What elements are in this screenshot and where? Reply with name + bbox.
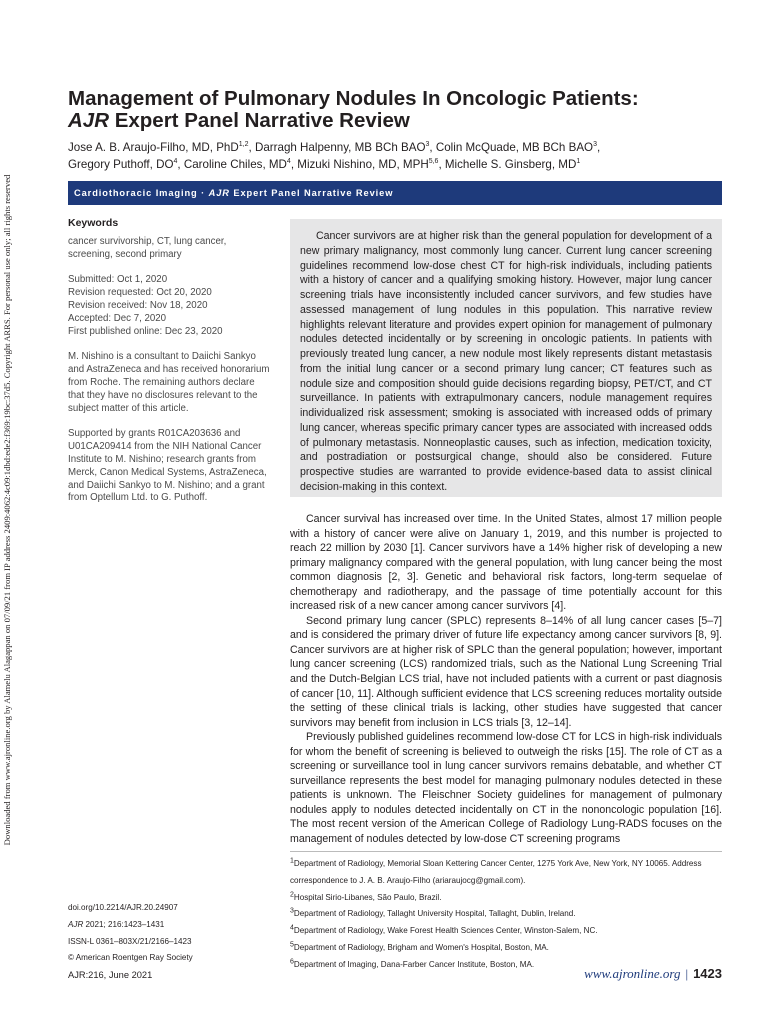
author: Colin McQuade, MB BCh BAO$^3$, — [435, 141, 601, 154]
download-watermark — [0, 90, 14, 930]
disclosure-statement: M. Nishino is a consultant to Daiichi Sankyo and AstraZeneca and has received honorarium from Roche. The remaining authors declare that they have no disclosures relevant to the subject matter of this article. — [68, 351, 270, 414]
date-published-online: First published online: Dec 23, 2020 — [68, 325, 223, 337]
body-text — [290, 512, 722, 847]
keywords-list: cancer survivorship, CT, lung cancer, screening, second primary — [68, 235, 227, 260]
doi-link[interactable]: doi.org/10.2214/AJR.20.24907 — [68, 903, 178, 912]
date-revision-requested: Revision requested: Oct 20, 2020 — [68, 287, 212, 299]
affiliation: $^1$Department of Radiology, Memorial Sloan Kettering Cancer Center, 1275 York Ave, New York, NY 10065. Address — [290, 857, 702, 868]
abstract-box — [290, 219, 722, 497]
article-sidebar — [68, 217, 273, 505]
publication-info — [68, 900, 283, 967]
author: Michelle S. Ginsberg, $MD^1$ — [444, 158, 581, 171]
citation: AJR 2021; 216:1423–1431 — [68, 919, 165, 929]
affiliation: $^2$Hospital Sirio-Libanes, São Paulo, Brazil. — [290, 890, 442, 902]
keywords-heading: Keywords — [68, 217, 119, 229]
author: Mizuki Nishino, MD, MPH$^{5,6}$, — [297, 158, 445, 171]
affiliation: $^4$Department of Radiology, Wake Forest Health Sciences Center, Winston-Salem, NC. — [290, 924, 598, 936]
page-number: 1423 — [693, 966, 722, 981]
author: Caroline Chiles, $MD^4$, — [183, 158, 298, 171]
page-footer — [584, 966, 722, 982]
title-journal-abbr: AJR — [68, 109, 110, 132]
footer-separator: | — [685, 966, 689, 981]
body-paragraph: Previously published guidelines recommend low-dose CT for LCS in high-risk individuals for whom the benefit of screening is believed to outweigh the risks [15]. The role of CT as a screening or surveillance tool in lung cancer survivors remains debatable, and whether CT surveillance represents the best model for managing pulmonary nodules detected in these patients is unknown. The Fleischner Society guidelines for management of pulmonary nodules apply to nodules detected incidentally on CT in the nononcologic population [16]. The most recent version of the American College of Radiology Lung-RADS focuses on the management of nodules detected by low-dose CT screening programs — [290, 731, 722, 846]
date-accepted: Accepted: Dec 7, 2020 — [68, 312, 167, 324]
copyright: © American Roentgen Ray Society — [68, 953, 193, 963]
date-revision-received: Revision received: Nov 18, 2020 — [68, 299, 208, 311]
issn: ISSN-L 0361–803X/21/2166–1423 — [68, 936, 192, 946]
author: Gregory Puthoff, $DO^4$, — [68, 158, 184, 171]
body-paragraph: Second primary lung cancer (SPLC) represents 8–14% of all lung cancer cases [5–7] and is considered the primary driver of future life expectancy among cancer survivors [8, 9]. Cancer survivors are at higher risk of SPLC than the general population; however, important lung cancer screening (LCS) randomized trials, such as the National Lung Screening Trial and the Dutch-Belgian LCS trial, have not included patients with a current or past diagnosis of cancer [10, 11]. Although sufficient evidence that LCS screening reduces mortality outside the setting of these clinical trials is lacking, other studies have suggested that cancer survivors may benefit from inclusion in LCS trials [3, 12–14]. — [290, 614, 722, 729]
affiliation-divider — [290, 851, 722, 852]
funding-statement: Supported by grants R01CA203636 and U01CA209414 from the NIH National Cancer Institute to M. Nishino; research grants from Merck, Canon Medical Systems, AstraZeneca, and Daiichi Sankyo to M. Nishino; and a grant from Optellum Ltd. to G. Puthoff. — [68, 428, 267, 504]
author: Darragh Halpenny, MB BCh BAO$^3$, — [254, 141, 436, 154]
title-line-2-rest: Expert Panel Narrative Review — [109, 109, 410, 132]
author-list — [68, 139, 728, 173]
affiliation: $^5$Department of Radiology, Brigham and Women's Hospital, Boston, MA. — [290, 941, 549, 952]
journal-site-link[interactable]: www.ajronline.org — [584, 966, 681, 981]
section-banner: Cardiothoracic Imaging · AJR Expert Panel Narrative Review — [68, 181, 722, 205]
title-line-2 — [68, 110, 728, 132]
author: Jose A. B. Araujo-Filho, MD, PhD$^{1,2}$, — [68, 141, 255, 154]
download-notice: Downloaded from www.ajronline.org by Alamelu Alagappan on 07/09/21 from IP address 2409:4062:4c09:1dbd:ede2:f369:19bc:37d5. Copyright ARRS. For personal use only; all rights reserved — [2, 174, 12, 846]
article-title — [68, 88, 728, 132]
journal-issue: AJR:216, June 2021 — [68, 970, 153, 980]
affiliation: $^6$Department of Imaging, Dana-Farber Cancer Institute, Boston, MA. — [290, 958, 535, 969]
title-line-1: Management of Pulmonary Nodules In Oncologic Patients: — [68, 87, 639, 110]
affiliation: correspondence to J. A. B. Araujo-Filho (ariaraujocg@gmail.com). — [290, 875, 526, 885]
affiliation: $^3$Department of Radiology, Tallaght University Hospital, Tallaght, Dublin, Ireland. — [290, 907, 576, 919]
affiliations — [290, 856, 722, 974]
body-paragraph: Cancer survival has increased over time. In the United States, almost 17 million people with a history of cancer were alive on January 1, 2019, and this number is projected to reach 22 million by 2030 [1]. Cancer survivors have a 14% higher risk of developing a new primary malignancy compared with the general population, with lung cancer being the most common diagnosis [2, 3]. Genetic and behavioral risk factors, long-term sequelae of chemotherapy and radiotherapy, and the passage of time potentially account for this increased risk of a new cancer among cancer survivors [4]. — [290, 513, 722, 613]
abstract-text: Cancer survivors are at higher risk than the general population for development of a new primary malignancy, most commonly lung cancer. Current lung cancer screening guidelines recommend low-dose chest CT for high-risk individuals, including patients with a history of cancer and a qualifying smoking history. However, major lung cancer screening trials have inconsistently included cancer survivors, and few studies have assessed management of lung nodules in this population. This narrative review highlights relevant literature and provides expert opinion for management of pulmonary nodules detected incidentally or by screening in oncologic patients. In patients with previously treated lung cancer, a new nodule most likely represents distant metastasis from the initial lung cancer or a second primary lung cancer; CT features such as nodule size and composition should guide decisions regarding biopsy, PET/CT, and CT surveillance. In patients with extrapulmonary cancers, nodule management requires individualized risk assessment; smoking is associated with increased odds of primary lung cancer, whereas specific primary cancer types are associated with increased odds of pulmonary metastasis. Nonneoplastic causes, such as infection, medication toxicity, and postradiation or postsurgical change, should also be considered. Future prospective studies are warranted to provide evidence-based data to assist clinical decision-making in this context. — [300, 230, 712, 493]
date-submitted: Submitted: Oct 1, 2020 — [68, 274, 168, 286]
